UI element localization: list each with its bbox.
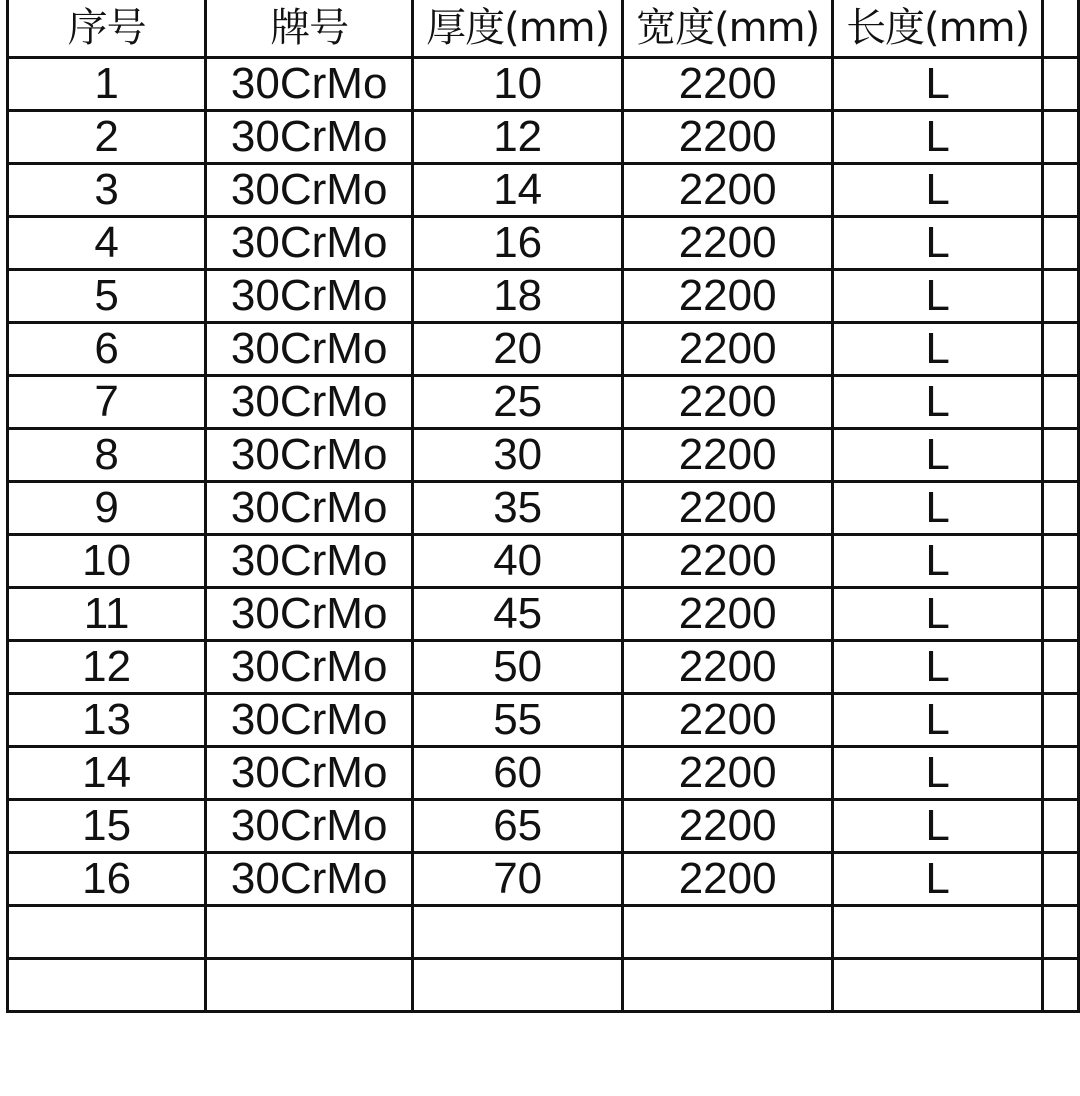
empty-cell[interactable]	[413, 905, 623, 958]
cell-grade[interactable]: 30CrMo	[206, 799, 413, 852]
cell-thickness[interactable]: 40	[413, 534, 623, 587]
cell-extra[interactable]	[1043, 746, 1079, 799]
cell-length[interactable]: L	[833, 163, 1043, 216]
empty-cell[interactable]	[206, 905, 413, 958]
cell-thickness[interactable]: 12	[413, 110, 623, 163]
cell-width[interactable]: 2200	[623, 640, 833, 693]
cell-thickness[interactable]: 16	[413, 216, 623, 269]
cell-extra[interactable]	[1043, 534, 1079, 587]
cell-length[interactable]: L	[833, 640, 1043, 693]
cell-extra[interactable]	[1043, 852, 1079, 905]
cell-extra[interactable]	[1043, 269, 1079, 322]
cell-width[interactable]: 2200	[623, 110, 833, 163]
cell-grade[interactable]: 30CrMo	[206, 534, 413, 587]
cell-width[interactable]: 2200	[623, 534, 833, 587]
cell-width[interactable]: 2200	[623, 322, 833, 375]
cell-length[interactable]: L	[833, 746, 1043, 799]
cell-length[interactable]: L	[833, 534, 1043, 587]
cell-grade[interactable]: 30CrMo	[206, 428, 413, 481]
cell-length[interactable]: L	[833, 322, 1043, 375]
cell-grade[interactable]: 30CrMo	[206, 110, 413, 163]
cell-index[interactable]: 11	[8, 587, 206, 640]
cell-index[interactable]: 15	[8, 799, 206, 852]
cell-extra[interactable]	[1043, 428, 1079, 481]
cell-width[interactable]: 2200	[623, 693, 833, 746]
cell-thickness[interactable]: 25	[413, 375, 623, 428]
cell-thickness[interactable]: 50	[413, 640, 623, 693]
table-row	[8, 587, 1079, 640]
cell-thickness[interactable]: 70	[413, 852, 623, 905]
cell-thickness[interactable]: 60	[413, 746, 623, 799]
cell-length[interactable]: L	[833, 693, 1043, 746]
header-cell-width[interactable]: 宽度(mm)	[623, 0, 833, 57]
cell-thickness[interactable]: 45	[413, 587, 623, 640]
cell-width[interactable]: 2200	[623, 428, 833, 481]
header-cell-length[interactable]: 长度(mm)	[833, 0, 1043, 57]
cell-grade[interactable]: 30CrMo	[206, 163, 413, 216]
cell-length[interactable]: L	[833, 852, 1043, 905]
empty-cell[interactable]	[833, 958, 1043, 1011]
cell-index[interactable]: 10	[8, 534, 206, 587]
cell-thickness[interactable]: 20	[413, 322, 623, 375]
cell-length[interactable]: L	[833, 375, 1043, 428]
cell-extra[interactable]	[1043, 322, 1079, 375]
cell-grade[interactable]: 30CrMo	[206, 693, 413, 746]
cell-grade[interactable]: 30CrMo	[206, 57, 413, 110]
cell-grade[interactable]: 30CrMo	[206, 375, 413, 428]
cell-index[interactable]: 6	[8, 322, 206, 375]
cell-index[interactable]: 2	[8, 110, 206, 163]
cell-grade[interactable]: 30CrMo	[206, 322, 413, 375]
empty-row	[8, 905, 1079, 958]
cell-extra[interactable]	[1043, 799, 1079, 852]
empty-cell[interactable]	[413, 958, 623, 1011]
cell-width[interactable]: 2200	[623, 852, 833, 905]
cell-grade[interactable]: 30CrMo	[206, 216, 413, 269]
cell-extra[interactable]	[1043, 163, 1079, 216]
cell-extra[interactable]	[1043, 693, 1079, 746]
table-row	[8, 746, 1079, 799]
table-row	[8, 110, 1079, 163]
cell-width[interactable]: 2200	[623, 269, 833, 322]
cell-extra[interactable]	[1043, 640, 1079, 693]
cell-width[interactable]: 2200	[623, 481, 833, 534]
table-row	[8, 693, 1079, 746]
cell-width[interactable]: 2200	[623, 163, 833, 216]
steel-plate-table	[6, 0, 1080, 1013]
cell-extra[interactable]	[1043, 110, 1079, 163]
cell-length[interactable]: L	[833, 481, 1043, 534]
cell-thickness[interactable]: 18	[413, 269, 623, 322]
cell-grade[interactable]: 30CrMo	[206, 640, 413, 693]
empty-cell[interactable]	[833, 905, 1043, 958]
cell-width[interactable]: 2200	[623, 799, 833, 852]
table-row	[8, 57, 1079, 110]
cell-thickness[interactable]: 35	[413, 481, 623, 534]
cell-thickness[interactable]: 14	[413, 163, 623, 216]
cell-grade[interactable]: 30CrMo	[206, 587, 413, 640]
cell-grade[interactable]: 30CrMo	[206, 746, 413, 799]
table-row	[8, 640, 1079, 693]
empty-row	[8, 958, 1079, 1011]
cell-index[interactable]: 16	[8, 852, 206, 905]
table-row	[8, 163, 1079, 216]
cell-length[interactable]: L	[833, 587, 1043, 640]
table-row	[8, 481, 1079, 534]
cell-thickness[interactable]: 65	[413, 799, 623, 852]
cell-width[interactable]: 2200	[623, 746, 833, 799]
header-cell-index[interactable]: 序号	[8, 0, 206, 57]
cell-length[interactable]: L	[833, 269, 1043, 322]
header-cell-grade[interactable]: 牌号	[206, 0, 413, 57]
cell-index[interactable]: 8	[8, 428, 206, 481]
table-row	[8, 534, 1079, 587]
cell-index[interactable]: 13	[8, 693, 206, 746]
cell-width[interactable]: 2200	[623, 587, 833, 640]
cell-width[interactable]: 2200	[623, 375, 833, 428]
header-row	[8, 0, 1079, 57]
cell-length[interactable]: L	[833, 216, 1043, 269]
empty-cell[interactable]	[623, 905, 833, 958]
cell-extra[interactable]	[1043, 587, 1079, 640]
empty-cell[interactable]	[8, 905, 206, 958]
cell-index[interactable]: 7	[8, 375, 206, 428]
cell-extra[interactable]	[1043, 216, 1079, 269]
empty-cell[interactable]	[1043, 958, 1079, 1011]
cell-extra[interactable]	[1043, 481, 1079, 534]
cell-index[interactable]: 3	[8, 163, 206, 216]
table-row	[8, 375, 1079, 428]
cell-index[interactable]: 5	[8, 269, 206, 322]
table-row	[8, 799, 1079, 852]
table-row	[8, 269, 1079, 322]
cell-index[interactable]: 12	[8, 640, 206, 693]
empty-cell[interactable]	[8, 958, 206, 1011]
cell-extra[interactable]	[1043, 375, 1079, 428]
cell-thickness[interactable]: 10	[413, 57, 623, 110]
cell-length[interactable]: L	[833, 428, 1043, 481]
cell-thickness[interactable]: 55	[413, 693, 623, 746]
cell-length[interactable]: L	[833, 799, 1043, 852]
cell-grade[interactable]: 30CrMo	[206, 481, 413, 534]
table-row	[8, 322, 1079, 375]
cell-index[interactable]: 9	[8, 481, 206, 534]
cell-extra[interactable]	[1043, 57, 1079, 110]
cell-length[interactable]: L	[833, 57, 1043, 110]
cell-grade[interactable]: 30CrMo	[206, 269, 413, 322]
cell-thickness[interactable]: 30	[413, 428, 623, 481]
table-row	[8, 428, 1079, 481]
cell-index[interactable]: 14	[8, 746, 206, 799]
empty-cell[interactable]	[1043, 905, 1079, 958]
cell-width[interactable]: 2200	[623, 57, 833, 110]
table-row	[8, 216, 1079, 269]
cell-index[interactable]: 1	[8, 57, 206, 110]
empty-cell[interactable]	[623, 958, 833, 1011]
cell-index[interactable]: 4	[8, 216, 206, 269]
cell-length[interactable]: L	[833, 110, 1043, 163]
header-cell-extra[interactable]	[1043, 0, 1079, 57]
cell-grade[interactable]: 30CrMo	[206, 852, 413, 905]
header-cell-thickness[interactable]: 厚度(mm)	[413, 0, 623, 57]
table-row	[8, 852, 1079, 905]
empty-cell[interactable]	[206, 958, 413, 1011]
cell-width[interactable]: 2200	[623, 216, 833, 269]
